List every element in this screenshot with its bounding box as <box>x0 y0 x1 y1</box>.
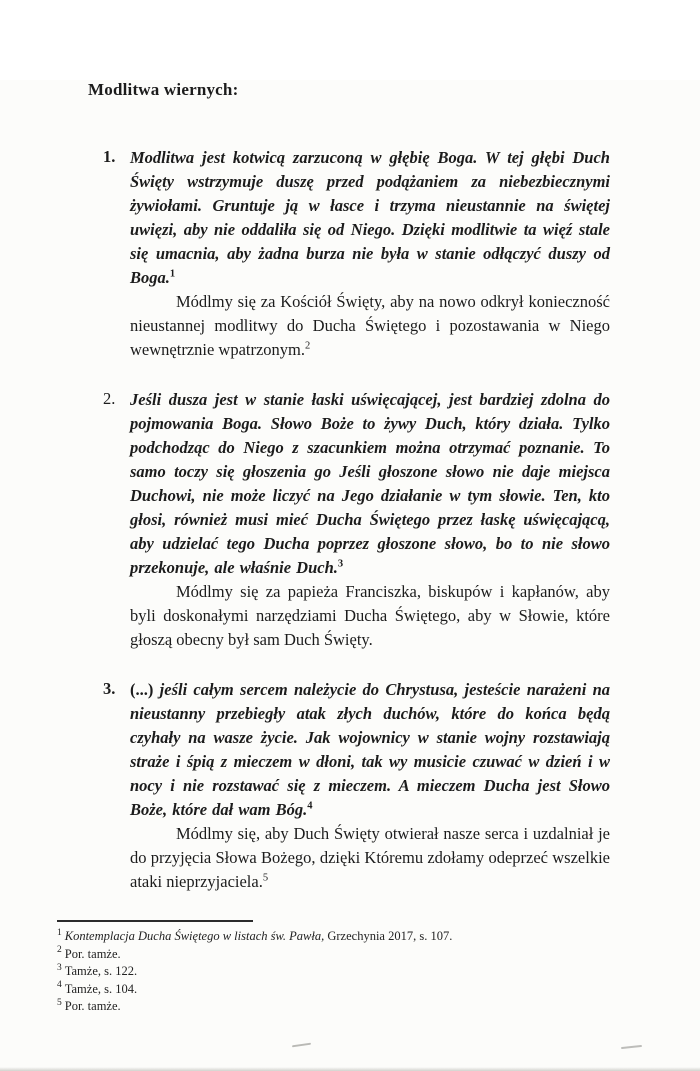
prayer-paragraph <box>130 822 610 894</box>
quote-text: jeśli całym sercem należycie do Chrystusa, jesteście narażeni na nieustanny przebiegły atak złych duchów, które do końca będą czyhały na wasze życie. Jak wojownicy w stanie wojny rozstawiają straże i śpią z mieczem w dłoni, tak wy musicie czuwać w dzień i w nocy i nie rozstawać się z mieczem. A mieczem Ducha jest Słowo Boże, które dał wam Bóg. <box>130 680 611 819</box>
page-title: Modlitwa wiernych: <box>88 80 239 99</box>
footnote-marker: 3 <box>337 558 344 570</box>
prayer-paragraph <box>130 290 610 362</box>
list-item-number: 1. <box>103 147 116 166</box>
footnote <box>57 946 700 964</box>
scan-artifact <box>292 1043 311 1048</box>
footnote-separator <box>57 920 253 922</box>
quote-prefix: (...) <box>130 680 160 699</box>
scan-edge-shadow <box>0 1067 700 1071</box>
scan-artifact <box>621 1045 642 1049</box>
footnote-marker: 4 <box>307 800 313 812</box>
footnote-number: 1 <box>57 927 62 938</box>
list-item-number: 2. <box>103 389 116 408</box>
list-item <box>103 388 610 652</box>
list-item <box>103 146 610 362</box>
footnote-text: Grzechynia 2017, s. 107. <box>324 929 453 943</box>
prayer-text: Módlmy się za Kościół Święty, aby na nowo odkrył konieczność nieustannej modlitwy do Ducha Świętego i pozostawania w Niego wewnętrznie wpatrzonym. <box>130 292 610 359</box>
footnote <box>57 981 700 999</box>
footnote-text: Por. tamże. <box>64 999 121 1013</box>
petition-list <box>0 146 700 894</box>
footnote-marker: 2 <box>305 340 311 352</box>
footnote-marker: 5 <box>262 872 269 884</box>
footnote <box>57 963 700 981</box>
quote-paragraph <box>130 678 610 822</box>
footnote <box>57 928 700 946</box>
footnote-block <box>57 928 700 1016</box>
footnote-title-italic: Kontemplacja Ducha Świętego w listach św. Pawła, <box>64 929 325 943</box>
footnote-marker: 1 <box>169 268 176 280</box>
quote-paragraph <box>130 388 610 580</box>
scan-artifact <box>579 179 583 181</box>
footnote-text: Tamże, s. 104. <box>64 981 138 996</box>
list-item-number: 3. <box>103 679 116 698</box>
footnote-number: 4 <box>57 980 62 991</box>
scanned-document-page <box>0 80 700 1071</box>
prayer-text: Módlmy się, aby Duch Święty otwierał nasze serca i uzdalniał je do przyjęcia Słowa Bożego, dzięki Któremu zdołamy odeprzeć wszelkie ataki nieprzyjaciela. <box>130 824 610 891</box>
footnote-text: Tamże, s. 122. <box>64 964 138 978</box>
footnote-number: 3 <box>57 962 62 973</box>
quote-paragraph <box>130 146 610 290</box>
footnote <box>57 998 700 1016</box>
footnote-number: 2 <box>57 945 62 956</box>
prayer-text: Módlmy się za papieża Franciszka, biskupów i kapłanów, aby byli doskonałymi narzędziami Ducha Świętego, aby w Słowie, które głoszą obecny był sam Duch Święty. <box>130 582 610 649</box>
list-item <box>103 678 611 894</box>
quote-text: Modlitwa jest kotwicą zarzuconą w głębię Boga. W tej głębi Duch Święty wstrzymuje duszę przed podążaniem za niebezbiecznymi żywiołami. Gruntuje ją w łasce i trzyma nieustannie na świętej uwięzi, aby nie oddaliła się od Niego. Dzięki modlitwie ta więź stale się umacnia, aby żadna burza nie była w stanie odłączyć duszy od Boga. <box>130 148 610 287</box>
footnote-text: Por. tamże. <box>64 946 121 961</box>
footnote-number: 5 <box>57 997 62 1008</box>
quote-text: Jeśli dusza jest w stanie łaski uświęcającej, jest bardziej zdolna do pojmowania Boga. Słowo Boże to żywy Duch, który działa. Tylko podchodząc do Niego z szacunkiem można otrzymać poznanie. To samo toczy się głoszenia go Jeśli głoszone słowo nie daje miejsca Duchowi, nie może liczyć na Jego działanie w tym słowie. Ten, kto głosi, również musi mieć Ducha Świętego przez łaskę uświęcającą, aby udzielać tego Ducha poprzez głoszone słowo, bo to nie słowo przekonuje, ale właśnie Duch. <box>130 390 610 577</box>
prayer-paragraph <box>130 580 610 652</box>
